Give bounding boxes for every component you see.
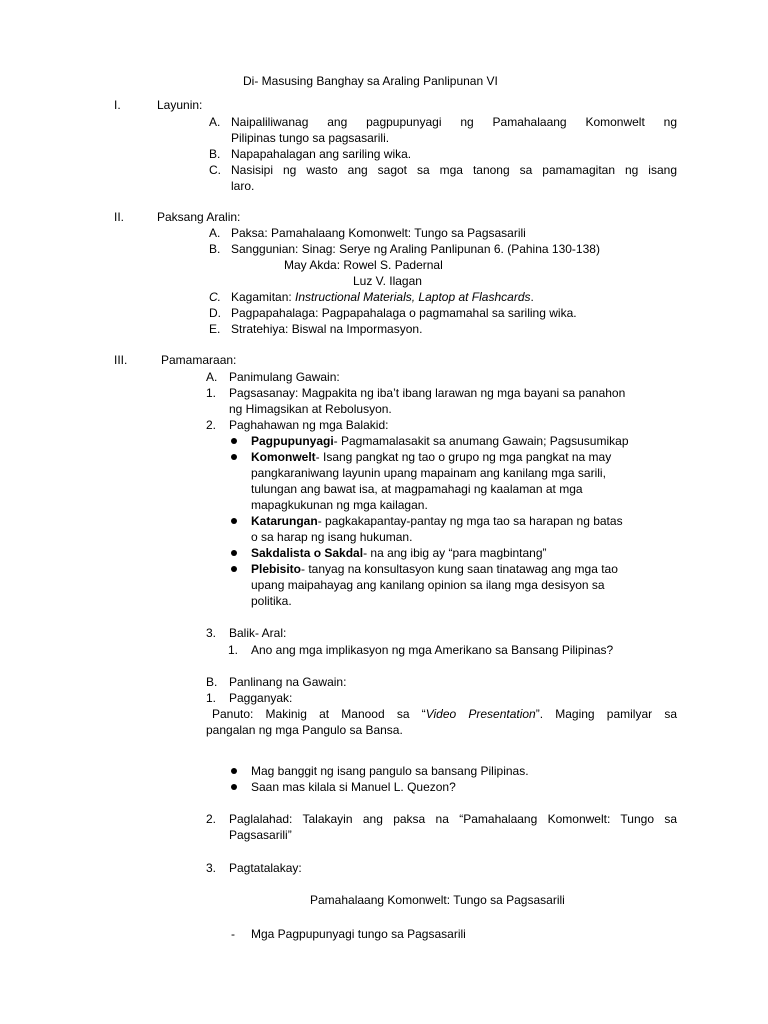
bullet-icon — [231, 566, 237, 572]
section-heading: Paksang Aralin: — [157, 210, 241, 224]
objective-text: Nasisipi ng wasto ang sagot sa mga tanong sa pamamagitan ng isang — [231, 163, 677, 177]
panuto-text-line: pangalan ng mga Pangulo sa Bansa. — [206, 723, 403, 737]
term-entry — [251, 513, 623, 529]
subsection-heading: Panlinang na Gawain: — [229, 675, 347, 689]
author-line: Luz V. Ilagan — [353, 274, 422, 288]
panuto-post: ”. Maging pamilyar sa — [535, 707, 677, 721]
kagamitan-text — [231, 289, 534, 305]
term-definition: - tanyag na konsultasyon kung saan tinatawag ang mga tao — [301, 562, 618, 576]
list-letter: A. — [209, 226, 221, 240]
paglalahad-text: Paglalahad: Talakayin ang paksa na “Pamahalaang Komonwelt: Tungo sa — [229, 812, 677, 826]
bullet-text: Saan mas kilala si Manuel L. Quezon? — [251, 780, 456, 794]
pagsasanay-text: Pagsasanay: Magpakita ng iba’t ibang larawan ng mga bayani sa panahon — [229, 386, 626, 400]
term-name: Pagpupunyagi — [251, 434, 334, 448]
section-number: I. — [114, 98, 121, 112]
bullet-icon — [231, 768, 237, 774]
panuto-text — [212, 706, 677, 722]
term-entry — [251, 449, 611, 465]
section-number: III. — [114, 353, 128, 367]
kagamitan-value: Instructional Materials, Laptop at Flashcards — [295, 290, 531, 304]
balik-aral-question: Ano ang mga implikasyon ng mga Amerikano sa Bansang Pilipinas? — [251, 643, 614, 657]
term-definition-line: o sa harap ng isang hukuman. — [251, 530, 413, 544]
list-number: 2. — [206, 812, 217, 826]
objective-text: Naipaliliwanag ang pagpupunyagi ng Pamahalaang Komonwelt ng — [231, 115, 677, 129]
objective-text: Pilipinas tungo sa pagsasarili. — [231, 131, 390, 145]
subsection-heading: Panimulang Gawain: — [229, 370, 340, 384]
paksa-text: Paksa: Pamahalaang Komonwelt: Tungo sa Pagsasarili — [231, 226, 526, 240]
sanggunian-text: Sanggunian: Sinag: Serye ng Araling Panlipunan 6. (Pahina 130-138) — [231, 242, 600, 256]
list-number: 1. — [206, 691, 217, 705]
list-number: 2. — [206, 418, 217, 432]
list-letter: C. — [209, 163, 221, 177]
discussion-title: Pamahalaang Komonwelt: Tungo sa Pagsasarili — [310, 893, 565, 907]
bullet-text: Mag banggit ng isang pangulo sa bansang Pilipinas. — [251, 764, 529, 778]
paghahawan-text: Paghahawan ng mga Balakid: — [229, 418, 389, 432]
list-letter: B. — [209, 147, 221, 161]
section-heading: Pamamaraan: — [161, 353, 237, 367]
balik-aral-heading: Balik- Aral: — [229, 626, 287, 640]
document-title: Di- Masusing Banghay sa Araling Panlipunan VI — [243, 74, 498, 88]
kagamitan-end: . — [530, 290, 534, 304]
section-heading: Layunin: — [157, 98, 203, 112]
dash-item-text: Mga Pagpupunyagi tungo sa Pagsasarili — [251, 927, 466, 941]
term-definition-line: pangkaraniwang layunin upang mapainam ang kanilang mga sarili, — [251, 466, 606, 480]
term-entry — [251, 545, 547, 561]
pagtatalakay-heading: Pagtatalakay: — [229, 861, 302, 875]
term-definition-line: politika. — [251, 594, 292, 608]
bullet-icon — [231, 454, 237, 460]
term-name: Plebisito — [251, 562, 302, 576]
term-definition: - Isang pangkat ng tao o grupo ng mga pangkat na may — [315, 450, 612, 464]
term-definition: - na ang ibig ay “para magbintang” — [363, 546, 547, 560]
term-entry — [251, 561, 618, 577]
dash-mark: - — [231, 927, 235, 941]
bullet-icon — [231, 438, 237, 444]
bullet-icon — [231, 784, 237, 790]
list-number: 3. — [206, 626, 217, 640]
list-number: 1. — [206, 386, 217, 400]
list-letter: B. — [206, 675, 218, 689]
list-letter: A. — [209, 115, 221, 129]
list-letter: E. — [209, 322, 221, 336]
pagsasanay-text: ng Himagsikan at Rebolusyon. — [229, 402, 392, 416]
kagamitan-label: Kagamitan: — [231, 290, 296, 304]
term-name: Katarungan — [251, 514, 318, 528]
pagganyak-heading: Pagganyak: — [229, 691, 293, 705]
objective-text: laro. — [231, 179, 255, 193]
term-definition-line: mapagkukunan ng mga kailagan. — [251, 498, 428, 512]
objective-text: Napapahalagan ang sariling wika. — [231, 147, 412, 161]
term-entry — [251, 433, 629, 449]
list-number: 3. — [206, 861, 217, 875]
bullet-icon — [231, 518, 237, 524]
term-definition: - pagkakapantay-pantay ng mga tao sa harapan ng batas — [317, 514, 623, 528]
list-letter: A. — [206, 370, 218, 384]
paglalahad-text-line: Pagsasarili” — [229, 828, 292, 842]
section-number: II. — [114, 210, 125, 224]
list-letter: B. — [209, 242, 221, 256]
bullet-icon — [231, 550, 237, 556]
panuto-pre: Panuto: Makinig at Manood sa “ — [212, 707, 426, 721]
term-definition-line: upang maipahayag ang kanilang opinion sa ilang mga desisyon sa — [251, 578, 605, 592]
term-definition: - Pagmamalasakit sa anumang Gawain; Pagsusumikap — [333, 434, 629, 448]
list-letter: D. — [209, 306, 221, 320]
term-name: Sakdalista o Sakdal — [251, 546, 364, 560]
list-number: 1. — [228, 643, 239, 657]
stratehiya-text: Stratehiya: Biswal na Impormasyon. — [231, 322, 423, 336]
pagpapahalaga-text: Pagpapahalaga: Pagpapahalaga o pagmamahal sa sariling wika. — [231, 306, 577, 320]
term-definition-line: tulungan ang bawat isa, at magpamahagi ng kaalaman at mga — [251, 482, 583, 496]
list-letter: C. — [209, 290, 221, 304]
author-line: May Akda: Rowel S. Padernal — [284, 258, 443, 272]
panuto-italic: Video Presentation — [425, 707, 536, 721]
term-name: Komonwelt — [251, 450, 316, 464]
